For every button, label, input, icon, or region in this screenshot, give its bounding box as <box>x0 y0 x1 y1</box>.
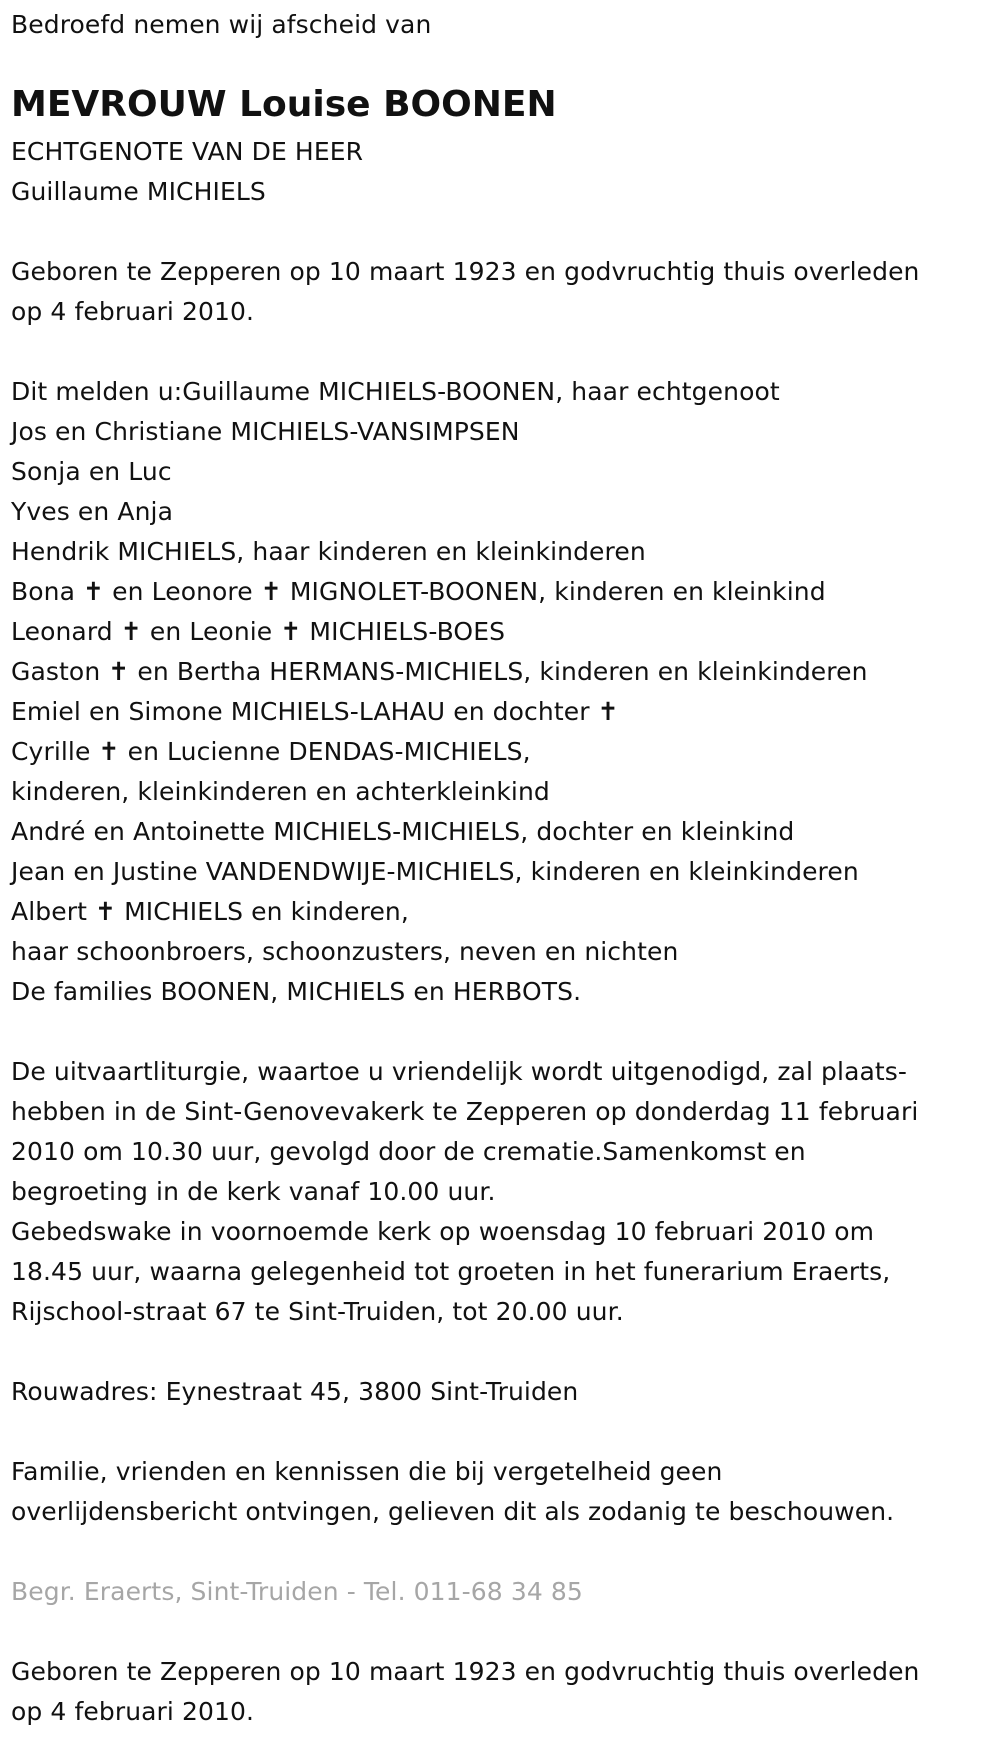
family-line: André en Antoinette MICHIELS-MICHIELS, dochter en kleinkind <box>11 817 795 846</box>
birth-death-line: op 4 februari 2010. <box>11 1697 255 1726</box>
family-line: Hendrik MICHIELS, haar kinderen en kleinkinderen <box>11 537 646 566</box>
family-line: Gaston ✝ en Bertha HERMANS-MICHIELS, kinderen en kleinkinderen <box>11 657 868 686</box>
ceremony-line: Gebedswake in voornoemde kerk op woensdag 10 februari 2010 om <box>11 1217 875 1246</box>
family-line: Bona ✝ en Leonore ✝ MIGNOLET-BOONEN, kinderen en kleinkind <box>11 577 826 606</box>
ceremony-line: De uitvaartliturgie, waartoe u vriendelijk wordt uitgenodigd, zal plaats- <box>11 1057 908 1086</box>
family-line: Sonja en Luc <box>11 457 172 486</box>
family-line: De families BOONEN, MICHIELS en HERBOTS. <box>11 977 582 1006</box>
ceremony-line: 18.45 uur, waarna gelegenheid tot groeten in het funerarium Eraerts, <box>11 1257 891 1286</box>
notice-block <box>11 1452 894 1532</box>
family-line: Jean en Justine VANDENDWIJE-MICHIELS, kinderen en kleinkinderen <box>11 857 859 886</box>
funeral-home-block <box>11 1572 583 1612</box>
spouse-line: Guillaume MICHIELS <box>11 177 266 206</box>
birth-death-block <box>11 252 920 332</box>
birth-death-line: Geboren te Zepperen op 10 maart 1923 en godvruchtig thuis overleden <box>11 1657 920 1686</box>
birth-death-line: op 4 februari 2010. <box>11 297 255 326</box>
ceremony-line: hebben in de Sint-Genovevakerk te Zepperen op donderdag 11 februari <box>11 1097 919 1126</box>
family-line: Albert ✝ MICHIELS en kinderen, <box>11 897 409 926</box>
family-line: Dit melden u:Guillaume MICHIELS-BOONEN, haar echtgenoot <box>11 377 780 406</box>
spouse-line: ECHTGENOTE VAN DE HEER <box>11 137 364 166</box>
spouse-block <box>11 132 363 212</box>
family-line: Yves en Anja <box>11 497 174 526</box>
birth-death-repeat-block <box>11 1652 920 1732</box>
family-list <box>11 372 868 1012</box>
family-line: Cyrille ✝ en Lucienne DENDAS-MICHIELS, <box>11 737 531 766</box>
family-line: Jos en Christiane MICHIELS-VANSIMPSEN <box>11 417 520 446</box>
mourning-address: Rouwadres: Eynestraat 45, 3800 Sint-Truiden <box>11 1377 579 1406</box>
family-line: haar schoonbroers, schoonzusters, neven en nichten <box>11 937 679 966</box>
family-line: Emiel en Simone MICHIELS-LAHAU en dochter ✝ <box>11 697 619 726</box>
notice-line: Familie, vrienden en kennissen die bij vergetelheid geen <box>11 1457 723 1486</box>
ceremony-block <box>11 1052 918 1332</box>
address-block <box>11 1372 578 1412</box>
funeral-home-contact: Begr. Eraerts, Sint-Truiden - Tel. 011-68 34 85 <box>11 1577 583 1606</box>
family-line: Leonard ✝ en Leonie ✝ MICHIELS-BOES <box>11 617 506 646</box>
ceremony-line: 2010 om 10.30 uur, gevolgd door de crematie.Samenkomst en <box>11 1137 806 1166</box>
birth-death-line: Geboren te Zepperen op 10 maart 1923 en godvruchtig thuis overleden <box>11 257 920 286</box>
ceremony-line: begroeting in de kerk vanaf 10.00 uur. <box>11 1177 496 1206</box>
family-line: kinderen, kleinkinderen en achterkleinkind <box>11 777 550 806</box>
intro-text: Bedroefd nemen wij afscheid van <box>11 10 432 39</box>
deceased-name: MEVROUW Louise BOONEN <box>11 84 557 125</box>
notice-line: overlijdensbericht ontvingen, gelieven dit als zodanig te beschouwen. <box>11 1497 895 1526</box>
ceremony-line: Rijschool-straat 67 te Sint-Truiden, tot 20.00 uur. <box>11 1297 624 1326</box>
